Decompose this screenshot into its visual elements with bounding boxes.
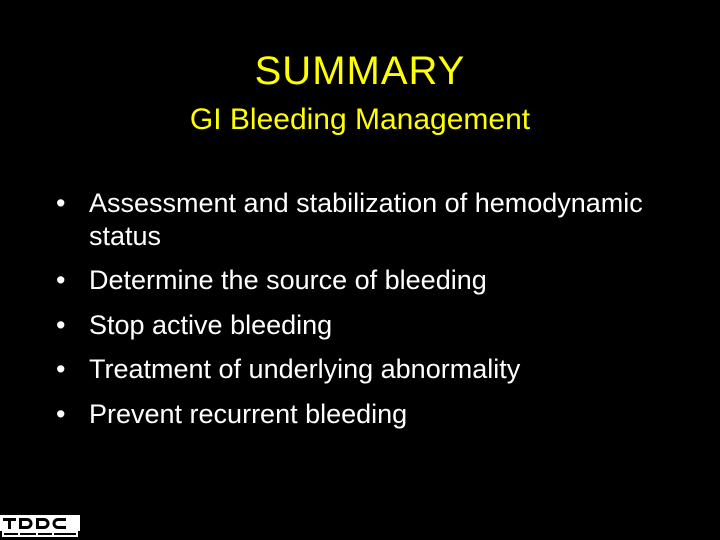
slide-title: SUMMARY [254,49,466,93]
bullet-text: Determine the source of bleeding [89,265,487,295]
bullet-text: Stop active bleeding [89,309,333,340]
bullet-text: Treatment of underlying abnormality [89,354,521,384]
bullet-text: Prevent recurrent bleeding [89,398,408,429]
bullet-item [56,353,676,386]
tddc-tagline-icon [2,531,78,537]
bullet-marker: • [56,309,66,340]
bullet-item [56,309,676,342]
bullet-item [56,187,676,252]
bullet-list [56,187,676,442]
bullet-item [56,264,676,297]
bullet-marker: • [56,398,66,429]
tddc-logo [0,515,80,539]
bullet-marker: • [56,265,66,295]
bullet-text: Assessment and stabilization of hemodynamic status [89,188,643,251]
tddc-logo-icon [0,515,80,531]
bullet-marker: • [56,354,66,384]
bullet-marker: • [56,188,66,218]
bullet-item [56,398,676,431]
slide-subtitle: GI Bleeding Management [189,103,531,136]
